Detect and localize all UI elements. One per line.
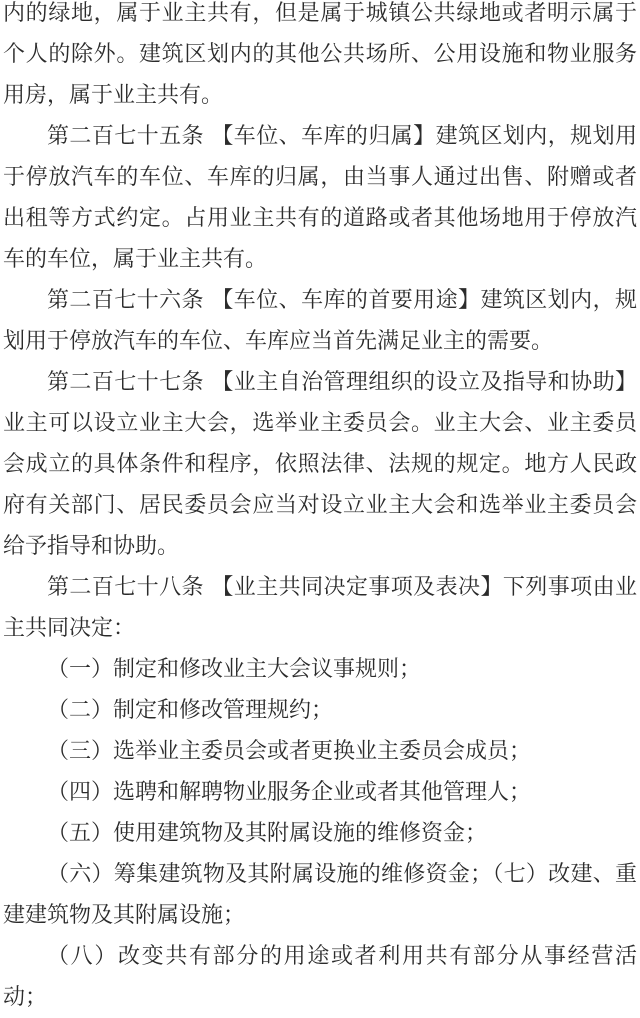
list-item-3: （三）选举业主委员会或者更换业主委员会成员；: [47, 739, 532, 764]
list-item-1: （一）制定和修改业主大会议事规则；: [47, 657, 422, 682]
list-item-4: （四）选聘和解聘物业服务企业或者其他管理人；: [47, 780, 532, 805]
list-item-2: （二）制定和修改管理规约；: [47, 698, 334, 723]
article-277: 第二百七十七条 【业主自治管理组织的设立及指导和协助】业主可以设立业主大会，选举业主委员会。业主大会、业主委员会成立的具体条件和程序，依照法律、法规的规定。地方人民政府有关部门、居民委员会应当对设立业主大会和选举业主委员会给予指导和协助。: [3, 370, 637, 559]
article-278: 第二百七十八条 【业主共同决定事项及表决】下列事项由业主共同决定：: [3, 575, 637, 641]
list-item-5: （五）使用建筑物及其附属设施的维修资金；: [47, 821, 488, 846]
paragraph-continuation: 内的绿地，属于业主共有，但是属于城镇公共绿地或者明示属于个人的除外。建筑区划内的其他公共场所、公用设施和物业服务用房，属于业主共有。: [3, 1, 637, 108]
list-item-6-7: （六）筹集建筑物及其附属设施的维修资金；（七）改建、重建建筑物及其附属设施；: [3, 862, 637, 928]
article-276: 第二百七十六条 【车位、车库的首要用途】建筑区划内，规划用于停放汽车的车位、车库应当首先满足业主的需要。: [3, 288, 637, 354]
list-item-8: （八）改变共有部分的用途或者利用共有部分从事经营活动；: [3, 944, 637, 1010]
article-275: 第二百七十五条 【车位、车库的归属】建筑区划内，规划用于停放汽车的车位、车库的归属，由当事人通过出售、附赠或者出租等方式约定。占用业主共有的道路或者其他场地用于停放汽车的车位，属于业主共有。: [3, 124, 637, 272]
